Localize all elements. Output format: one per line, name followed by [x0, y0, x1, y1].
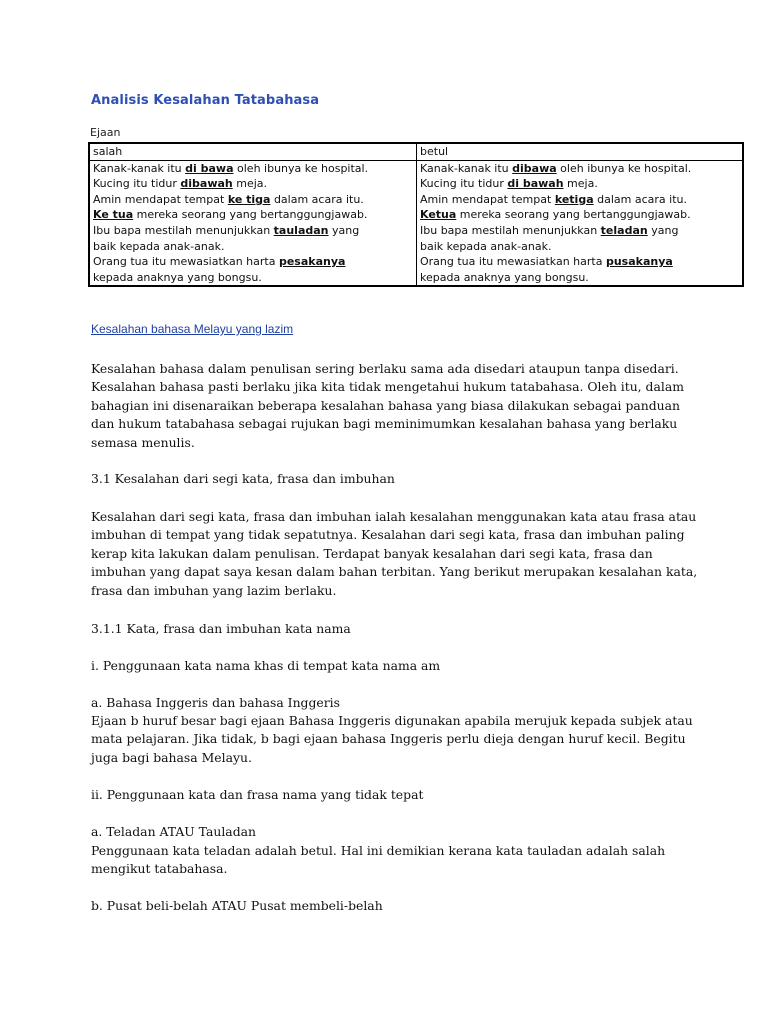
table-line: kepada anaknya yang bongsu. — [93, 270, 262, 284]
section-link[interactable]: Kesalahan bahasa Melayu yang lazim — [91, 322, 294, 336]
table-line: Ibu bapa mestilah menunjukkan teladan yang — [420, 223, 679, 237]
table-line: Amin mendapat tempat ketiga dalam acara itu. — [420, 192, 687, 206]
table-line: Orang tua itu mewasiatkan harta pesakanya — [93, 255, 346, 269]
table-line: Amin mendapat tempat ke tiga dalam acara itu. — [93, 192, 364, 206]
paragraph-3-1: Kesalahan dari segi kata, frasa dan imbuhan ialah kesalahan menggunakan kata atau frasa atau imbuhan di tempat yang tidak sepatutnya. Kesalahan dari segi kata, frasa dan imbuhan paling kerap kita lakukan dalam penulisan. Terdapat banyak kesalahan dari segi kata, frasa dan imbuhan yang dapat saya kesan dalam bahan terbitan. Yang berikut merupakan kesalahan kata, frasa dan imbuhan yang lazim berlaku. — [91, 509, 698, 598]
table-line: Orang tua itu mewasiatkan harta pusakanya — [420, 255, 673, 269]
table-line: Kucing itu tidur di bawah meja. — [420, 177, 598, 191]
table-line: Kucing itu tidur dibawah meja. — [93, 177, 268, 191]
table-line: Kanak-kanak itu di bawa oleh ibunya ke hospital. — [93, 161, 369, 175]
betul-cell — [417, 160, 744, 286]
heading-3-1: 3.1 Kesalahan dari segi kata, frasa dan imbuhan — [91, 471, 395, 486]
table-line: baik kepada anak-anak. — [93, 239, 225, 253]
heading-a-bahasa: a. Bahasa Inggeris dan bahasa Inggeris — [91, 695, 340, 710]
table-line: Ibu bapa mestilah menunjukkan tauladan yang — [93, 223, 360, 237]
paragraph-a-bahasa: Ejaan b huruf besar bagi ejaan Bahasa Inggeris digunakan apabila merujuk kepada subjek atau mata pelajaran. Jika tidak, b bagi ejaan bahasa Inggeris perlu dieja dengan huruf kecil. Begitu juga bagi bahasa Melayu. — [91, 713, 693, 765]
table-line: Ke tua mereka seorang yang bertanggungjawab. — [93, 208, 368, 222]
heading-ii: ii. Penggunaan kata dan frasa nama yang tidak tepat — [91, 787, 424, 802]
table-line: baik kepada anak-anak. — [420, 239, 552, 253]
heading-i: i. Penggunaan kata nama khas di tempat kata nama am — [91, 658, 441, 673]
table-line: Ketua mereka seorang yang bertanggungjawab. — [420, 208, 691, 222]
table-header-row — [89, 143, 743, 160]
header-betul: betul — [417, 143, 744, 160]
header-salah: salah — [89, 143, 417, 160]
heading-b-pusat: b. Pusat beli-belah ATAU Pusat membeli-belah — [91, 898, 383, 913]
comparison-table — [88, 142, 744, 287]
heading-3-1-1: 3.1.1 Kata, frasa dan imbuhan kata nama — [91, 621, 351, 636]
table-line: Kanak-kanak itu dibawa oleh ibunya ke hospital. — [420, 161, 692, 175]
intro-paragraph: Kesalahan bahasa dalam penulisan sering berlaku sama ada disedari ataupun tanpa disedari. Kesalahan bahasa pasti berlaku jika kita tidak mengetahui hukum tatabahasa. Oleh itu, dalam bahagian ini disenaraikan beberapa kesalahan bahasa yang biasa dilakukan sebagai panduan dan hukum tatabahasa sebagai rujukan bagi meminimumkan kesalahan bahasa yang berlaku semasa menulis. — [91, 361, 684, 450]
heading-a-teladan: a. Teladan ATAU Tauladan — [91, 824, 256, 839]
paragraph-a-teladan: Penggunaan kata teladan adalah betul. Hal ini demikian kerana kata tauladan adalah salah mengikut tatabahasa. — [91, 843, 666, 877]
table-line: kepada anaknya yang bongsu. — [420, 270, 589, 284]
table-row — [89, 160, 743, 286]
salah-cell — [89, 160, 417, 286]
page-title: Analisis Kesalahan Tatabahasa — [91, 93, 320, 108]
ejaan-label: Ejaan — [90, 126, 121, 139]
